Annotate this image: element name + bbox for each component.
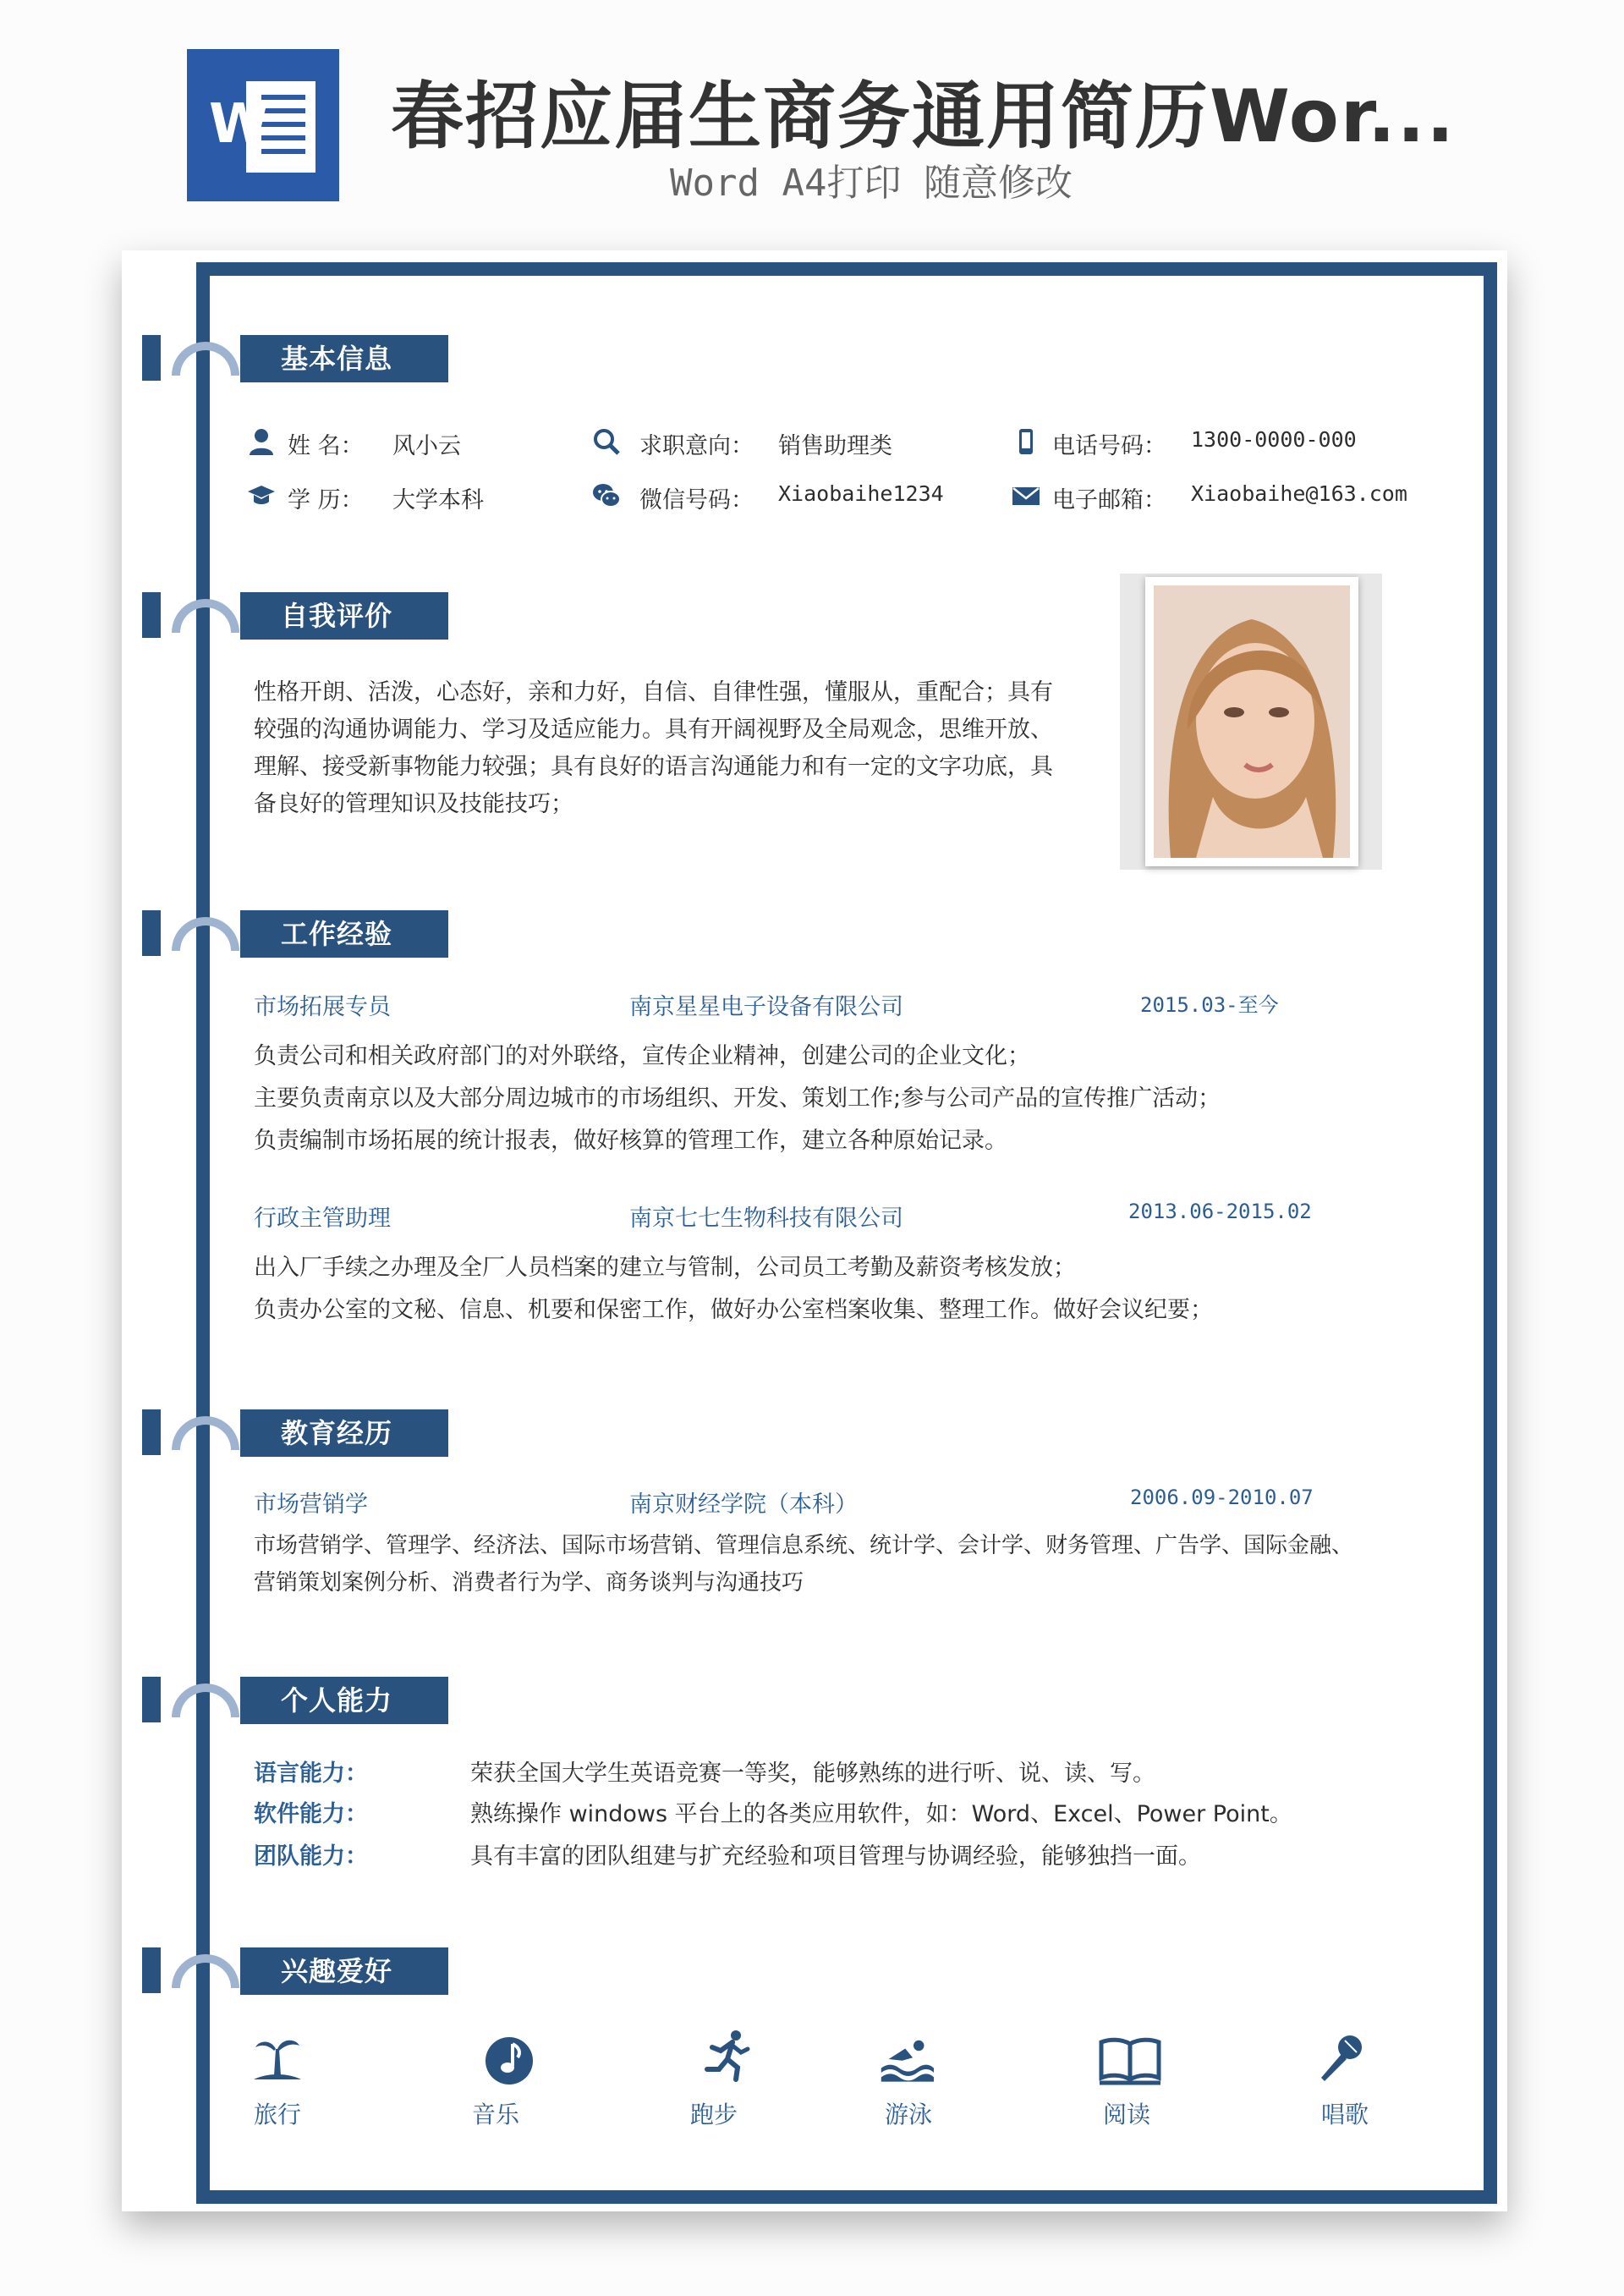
page-title: 春招应届生商务通用简历Wor... bbox=[391, 74, 1457, 159]
hobby-label: 游泳 bbox=[885, 2101, 933, 2128]
skill-text: 熟练操作 windows 平台上的各类应用软件，如：Word、Excel、Power Point。 bbox=[470, 1801, 1292, 1827]
skill-label: 团队能力： bbox=[254, 1843, 368, 1870]
email-value: Xiaobaihe@163.com bbox=[1191, 481, 1407, 506]
section-title-self: 自我评价 bbox=[240, 592, 448, 640]
self-eval-line: 性格开朗、活泼，心态好，亲和力好，自信、自律性强，懂服从，重配合；具有 bbox=[254, 679, 1053, 706]
work-duty: 负责编制市场拓展的统计报表，做好核算的管理工作，建立各种原始记录。 bbox=[254, 1128, 1007, 1154]
person-icon bbox=[247, 427, 276, 456]
microphone-icon bbox=[1314, 2032, 1369, 2086]
edu-courses: 市场营销学、管理学、经济法、国际市场营销、管理信息系统、统计学、会计学、财务管理、广告学、国际金融、 bbox=[254, 1533, 1354, 1558]
open-book-icon bbox=[1098, 2034, 1162, 2088]
edu-label: 学 历： bbox=[288, 487, 364, 514]
section-title-hobby: 兴趣爱好 bbox=[240, 1947, 448, 1995]
swimmer-icon bbox=[880, 2032, 934, 2086]
self-eval-line: 较强的沟通协调能力、学习及适应能力。具有开阔视野及全局观念，思维开放、 bbox=[254, 717, 1053, 743]
hobby-label: 跑步 bbox=[690, 2101, 738, 2128]
phone-icon bbox=[1012, 427, 1040, 456]
work-duty: 主要负责南京以及大部分周边城市的市场组织、开发、策划工作;参与公司产品的宣传推广活动； bbox=[254, 1085, 1221, 1112]
job-value: 销售助理类 bbox=[778, 433, 892, 459]
edu-date: 2006.09-2010.07 bbox=[1130, 1486, 1314, 1509]
work-duty: 负责公司和相关政府部门的对外联络，宣传企业精神，创建公司的企业文化； bbox=[254, 1043, 1030, 1069]
hobby-label: 阅读 bbox=[1103, 2101, 1151, 2128]
search-icon bbox=[592, 427, 621, 456]
work-duty: 出入厂手续之办理及全厂人员档案的建立与管制，公司员工考勤及薪资考核发放； bbox=[254, 1255, 1076, 1281]
work-company: 南京星星电子设备有限公司 bbox=[629, 994, 903, 1020]
work-duty: 负责办公室的文秘、信息、机要和保密工作，做好办公室档案收集、整理工作。做好会议纪要； bbox=[254, 1297, 1213, 1323]
job-label: 求职意向： bbox=[639, 433, 754, 459]
email-label: 电子邮箱： bbox=[1052, 487, 1166, 514]
palm-tree-icon bbox=[250, 2032, 304, 2086]
email-icon bbox=[1012, 481, 1040, 510]
self-eval-line: 备良好的管理知识及技能技巧； bbox=[254, 791, 573, 817]
skill-text: 荣获全国大学生英语竞赛一等奖，能够熟练的进行听、说、读、写。 bbox=[470, 1760, 1155, 1787]
section-title-basic: 基本信息 bbox=[240, 335, 448, 382]
skill-text: 具有丰富的团队组建与扩充经验和项目管理与协调经验，能够独挡一面。 bbox=[470, 1843, 1201, 1870]
work-title: 市场拓展专员 bbox=[254, 994, 391, 1020]
edu-major: 市场营销学 bbox=[254, 1491, 368, 1518]
resume-frame bbox=[196, 262, 1497, 2204]
hobby-label: 唱歌 bbox=[1321, 2101, 1369, 2128]
hobby-label: 音乐 bbox=[472, 2101, 520, 2128]
page-subtitle: Word A4打印 随意修改 bbox=[670, 162, 1073, 205]
work-title: 行政主管助理 bbox=[254, 1206, 391, 1232]
work-company: 南京七七生物科技有限公司 bbox=[629, 1206, 903, 1232]
wechat-label: 微信号码： bbox=[639, 487, 754, 514]
section-title-skills: 个人能力 bbox=[240, 1677, 448, 1724]
graduation-cap-icon bbox=[247, 481, 276, 510]
wechat-icon bbox=[592, 481, 621, 510]
edu-courses: 营销策划案例分析、消费者行为学、商务谈判与沟通技巧 bbox=[254, 1570, 804, 1596]
edu-school: 南京财经学院（本科） bbox=[629, 1491, 858, 1518]
section-title-edu: 教育经历 bbox=[240, 1409, 448, 1457]
skill-label: 软件能力： bbox=[254, 1801, 368, 1827]
hobby-label: 旅行 bbox=[254, 2101, 302, 2128]
work-date: 2013.06-2015.02 bbox=[1128, 1200, 1312, 1223]
work-date: 2015.03-至今 bbox=[1140, 993, 1279, 1017]
phone-value: 1300-0000-000 bbox=[1191, 427, 1357, 452]
phone-label: 电话号码： bbox=[1052, 433, 1166, 459]
section-title-work: 工作经验 bbox=[240, 910, 448, 958]
runner-icon bbox=[700, 2029, 754, 2083]
name-label: 姓 名： bbox=[288, 433, 364, 459]
profile-photo bbox=[1145, 577, 1358, 866]
edu-value: 大学本科 bbox=[392, 487, 484, 514]
name-value: 风小云 bbox=[392, 433, 461, 459]
music-note-icon bbox=[482, 2032, 536, 2086]
logo-letter: W bbox=[209, 93, 269, 156]
skill-label: 语言能力： bbox=[254, 1760, 368, 1787]
self-eval-line: 理解、接受新事物能力较强；具有良好的语言沟通能力和有一定的文字功底，具 bbox=[254, 754, 1053, 780]
wechat-value: Xiaobaihe1234 bbox=[778, 481, 944, 506]
